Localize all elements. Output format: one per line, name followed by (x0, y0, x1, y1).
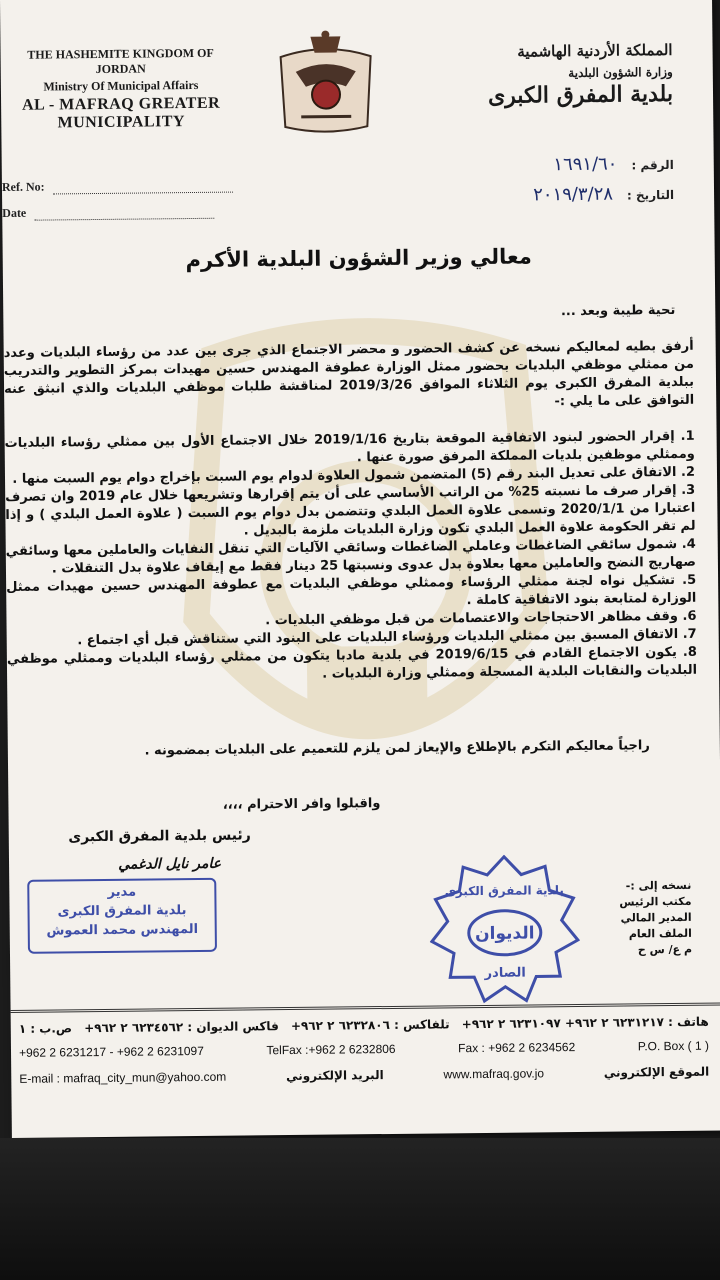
copy-item: المدير المالي (620, 910, 692, 925)
copy-item: م ع/ س ح (637, 942, 693, 957)
intro-paragraph: أرفق بطيه لمعاليكم نسخه عن كشف الحضور و محضر الاجتماع الذي جرى بين عدد من رؤساء البلديات وعدد من ممثلي موظفي البلديات بحضور ممثل الوزارة عطوفة المهندس حسين مهيدات بمركز التطوير والتدريب ببلدية المفرق الكبرى يوم الثلاثاء الموافق 2019/3/26 لمناقشة طلبات موظفي البلديات والذي انبثق عنه التوافق على ما يلي :- (3, 338, 695, 410)
coat-of-arms-icon (270, 26, 381, 137)
ref-label-en: Ref. No: (1, 179, 45, 194)
signatory-title: رئيس بلدية المفرق الكبرى (68, 827, 251, 846)
stamp-line: مدير (107, 884, 137, 900)
copies-label: نسخه إلى :- (625, 878, 692, 893)
copy-item: مكتب الرئيس (619, 894, 692, 909)
stamp-line: المهندس محمد العموش (46, 921, 199, 939)
municipality-name-en-2: MUNICIPALITY (57, 113, 186, 132)
stamp-line: بلدية المفرق الكبرى (57, 903, 187, 920)
list-item: 3. إقرار صرف ما نسبته 25% من الراتب الأساسي على أن يتم إقرارها وتشريعها خلال عام 2019 وان تصرف اعتبارا من 2020/1/1 وتسمى علاوة العمل البلدي وتتضمن بدل دوام يوم السبت ( علاوة العمل البلدي ) و إذا لم تقر الحكومة علاوة العمل البلدي تكون وزارة البلديات ملزمة بالبديل . (5, 482, 696, 539)
ministry-name-ar: وزارة الشؤون البلدية (568, 64, 673, 81)
footer-website: www.mafraq.gov.jo (443, 1066, 545, 1082)
kingdom-name-en: THE HASHEMITE KINGDOM OF (27, 45, 214, 62)
footer-phone-en: +962 2 6231217 - +962 2 6231097 (18, 1043, 204, 1060)
footer-telfax-ar: تلفاكس : ٦٢٣٢٨٠٦ ٢ ٩٦٢+ (290, 1017, 450, 1034)
request-line: راجياً معاليكم التكرم بالإطلاع والإيعاز لمن يلزم للتعميم على البلديات بمضمونه . (144, 738, 650, 759)
list-item: 4. شمول سائقي الضاغطات وعاملي الضاغطات وسائقي الآليات التي تنقل النفايات والعاملين معها وسائقي صهاريج النضح والعاملين معها بعلاوة بدل عدوى ونسبتها 25 دينار فقط مع إيقاف علاوة بدل التنقلات . (5, 536, 697, 577)
manager-stamp (27, 878, 217, 954)
letter-title: معالي وزير الشؤون البلدية الأكرم (185, 244, 532, 273)
ref-value-ar: ١٦٩١/٦٠ (553, 153, 618, 176)
list-item: 2. الاتفاق على تعديل البند رقم (5) المتضمن شمول العلاوة لدوام يوم السبت بإخراج دوام يوم السبت منها . (12, 464, 696, 487)
ref-label-ar: الرقم : (631, 157, 674, 173)
footer-fax-ar: فاكس الديوان : ٦٢٣٤٥٦٢ ٢ ٩٦٢+ (84, 1019, 279, 1036)
footer-pobox-ar: ص.ب : ١ (18, 1021, 73, 1036)
ministry-name-en: Ministry Of Municipal Affairs (43, 77, 199, 94)
country-name-en: JORDAN (95, 61, 146, 77)
footer-website-label-ar: الموقع الإلكتروني (603, 1064, 710, 1080)
table-surface (0, 1138, 720, 1280)
municipality-name-en-1: AL - MAFRAQ GREATER (21, 94, 221, 114)
agreement-list (5, 428, 698, 687)
footer-arabic-contacts (19, 1015, 709, 1036)
copies-to (619, 878, 692, 959)
copy-item: الملف العام (628, 926, 692, 941)
date-label-ar: التاريخ : (626, 187, 675, 203)
list-item: 8. يكون الاجتماع القادم في 2019/6/15 في بلدية مادبا يتكون من ممثلي رؤساء البلديات وممثلي موظفي البلديات والنقابات البلدية المسجلة وممثلي وزارة البلديات . (6, 644, 698, 682)
seal-center-text: الديوان (474, 923, 535, 945)
list-item: 5. تشكيل نواه لجنة ممثلي الرؤساء وممثلي موظفي البلديات مع عطوفة المهندس حسين مهيدات ممثل الوزارة لمتابعة بنود الاتفاقية كاملة . (6, 572, 697, 609)
footer-fax-en: Fax : +962 2 6234562 (458, 1040, 576, 1056)
date-en (2, 204, 214, 221)
header-arabic (422, 41, 673, 110)
footer-telfax-en: TelFax :+962 2 6232806 (266, 1041, 396, 1058)
footer-email: E-mail : mafraq_city_mun@yahoo.com (19, 1069, 227, 1086)
list-item: 1. إقرار الحضور لبنود الاتفاقية الموقعة بتاريخ 2019/1/16 خلال الاجتماع الأول بين ممثلي رؤساء البلديات وممثلي موظفين بلديات المملكة المرفق صورة عنها . (4, 428, 695, 466)
header-english (1, 45, 242, 133)
list-item: 7. الاتفاق المسبق بين ممثلي البلديات ورؤساء البلديات على البنود التي ستناقش قبل أي اجتماع . (77, 626, 697, 649)
seal-outer-text: بلدية المفرق الكبرى (444, 883, 564, 899)
date-value-ar: ٢٠١٩/٣/٢٨ (533, 183, 614, 206)
footer-email-label-ar: البريد الإلكتروني (285, 1068, 384, 1084)
seal-bottom-text: الصادر (484, 965, 526, 981)
footer-web-contacts (19, 1065, 709, 1086)
footer-divider (11, 1002, 720, 1012)
office-seal (429, 854, 581, 1006)
greeting: تحية طيبة وبعد ... (560, 302, 676, 320)
ref-no-en (2, 178, 233, 195)
municipality-name-ar: بلدية المفرق الكبرى (487, 80, 674, 109)
date-label-en: Date (2, 205, 27, 220)
date-ar (533, 183, 674, 205)
footer-pobox-en: P.O. Box ( 1 ) (637, 1038, 710, 1054)
footer-phone-ar: هاتف : ٦٢٣١٢١٧ ٢ ٩٦٢+ ٦٢٣١٠٩٧ ٢ ٩٦٢+ (461, 1014, 709, 1032)
footer-english-contacts (19, 1039, 709, 1060)
signatory-name: عامر نايل الدغمي (118, 855, 222, 873)
kingdom-name-ar: المملكة الأردنية الهاشمية (517, 40, 673, 61)
ref-no-ar (553, 153, 674, 175)
list-item: 6. وقف مظاهر الاحتجاجات والاعتصامات من قبل موظفي البلديات . (265, 608, 697, 629)
regards-line: واقبلوا وافر الاحترام ،،،، (222, 796, 381, 813)
